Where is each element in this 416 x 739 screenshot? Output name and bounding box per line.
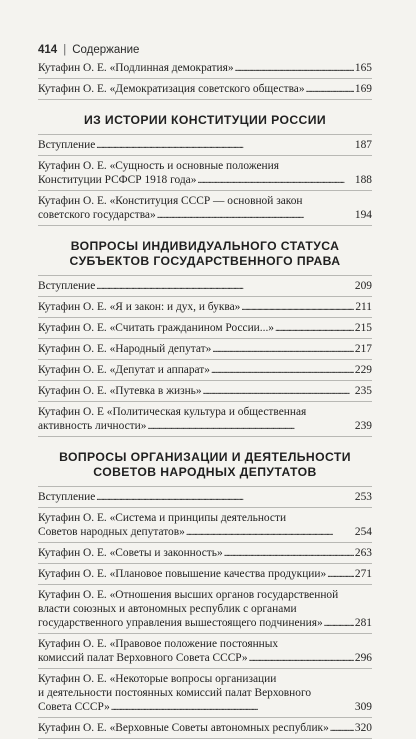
section-title-line: ВОПРОСЫ ОРГАНИЗАЦИИ И ДЕЯТЕЛЬНОСТИ	[59, 450, 351, 464]
section-title-line: ИЗ ИСТОРИИ КОНСТИТУЦИИ РОССИИ	[83, 113, 327, 127]
toc-entry-title: Кутафин О. Е. «Путевка в жизнь»	[38, 385, 202, 397]
dot-leader	[96, 279, 354, 294]
toc-entry-page-number: 169	[354, 83, 372, 95]
dot-leader	[249, 651, 354, 666]
toc-entry[interactable]	[38, 634, 372, 669]
toc-entry[interactable]	[38, 543, 372, 564]
toc-entry[interactable]	[38, 381, 372, 402]
toc-section-2	[38, 226, 372, 437]
toc-entry[interactable]	[38, 585, 372, 634]
toc-entry-text-line: Кутафин О. Е. «Конституция СССР — основной закон	[38, 195, 303, 207]
toc-entry-title: Кутафин О. Е. «Депутат и аппарат»	[38, 364, 210, 376]
toc-entry-title: советского государства»	[38, 209, 156, 221]
header-separator: |	[63, 44, 67, 56]
toc-entry[interactable]	[38, 191, 372, 226]
toc-entry-text-line: Кутафин О. Е. «Сущность и основные положения	[38, 160, 279, 172]
toc-entry-leader-line	[38, 721, 372, 736]
toc-entry-page-number: 271	[354, 568, 372, 580]
toc-entry-leader-line	[38, 82, 372, 97]
toc-entry-leader-line	[38, 567, 372, 582]
toc-entry-title: Вступление	[38, 491, 96, 503]
section-title	[38, 437, 372, 487]
toc-entry-title: Конституции РСФСР 1918 года»	[38, 174, 197, 186]
toc-entry-leader-line	[38, 300, 372, 315]
toc-entry-leader-line	[38, 363, 372, 378]
toc-entry-leader-line	[38, 208, 372, 223]
toc-entry-page-number: 254	[354, 526, 372, 538]
dot-leader	[306, 82, 354, 97]
toc-entry-text-line: Кутафин О. Е. «Система и принципы деятельности	[38, 512, 287, 524]
toc-entry-text-line: Кутафин О. Е «Политическая культура и общественная	[38, 406, 307, 418]
dot-leader	[212, 342, 354, 357]
toc-content	[38, 58, 372, 739]
toc-entry[interactable]	[38, 564, 372, 585]
toc-entry-title: активность личности»	[38, 420, 147, 432]
toc-entry-page-number: 188	[354, 174, 372, 186]
toc-entry-leader-line	[38, 384, 372, 399]
toc-entry-page-number: 309	[354, 701, 372, 713]
toc-entry[interactable]	[38, 402, 372, 437]
toc-entry-title: Кутафин О. Е. «Верховные Советы автономных республик»	[38, 722, 329, 734]
toc-entry-title: Вступление	[38, 280, 96, 292]
toc-group-0	[38, 58, 372, 100]
toc-entry-leader-line	[38, 616, 372, 631]
dot-leader	[203, 384, 354, 399]
toc-entry-page-number: 320	[354, 722, 372, 734]
section-title-line: СОВЕТОВ НАРОДНЫХ ДЕПУТАТОВ	[93, 465, 317, 479]
toc-entry-page-number: 187	[354, 139, 372, 151]
page-number: 414	[38, 44, 58, 56]
toc-entry[interactable]	[38, 58, 372, 79]
toc-entry-title: Кутафин О. Е. «Народный депутат»	[38, 343, 212, 355]
dot-leader	[275, 321, 354, 336]
section-title	[38, 100, 372, 135]
toc-entry-page-number: 239	[354, 420, 372, 432]
toc-entry-leader-line	[38, 525, 372, 540]
toc-entry-page-number: 215	[354, 322, 372, 334]
toc-entry[interactable]	[38, 156, 372, 191]
toc-entry-leader-line	[38, 490, 372, 505]
page-header	[38, 44, 139, 56]
toc-entry-leader-line	[38, 138, 372, 153]
toc-entry[interactable]	[38, 318, 372, 339]
toc-entry-page-number: 165	[354, 62, 372, 74]
dot-leader	[147, 419, 353, 434]
dot-leader	[330, 721, 354, 736]
dot-leader	[96, 138, 354, 153]
toc-entry-text-line: власти союзных и автономных республик с органами	[38, 603, 297, 615]
toc-entry-page-number: 263	[354, 547, 372, 559]
toc-entry-title: Кутафин О. Е. «Подлинная демократия»	[38, 62, 234, 74]
toc-entry-title: Совета СССР»	[38, 701, 110, 713]
section-title	[38, 226, 372, 276]
toc-entry[interactable]	[38, 669, 372, 718]
dot-leader	[157, 208, 354, 223]
toc-entry-title: Кутафин О. Е. «Я и закон: и дух, и буква»	[38, 301, 241, 313]
dot-leader	[211, 363, 354, 378]
toc-entry-page-number: 235	[354, 385, 372, 397]
running-title: Содержание	[72, 44, 140, 56]
toc-entry-page-number: 211	[355, 301, 372, 313]
toc-entry[interactable]	[38, 508, 372, 543]
toc-entry-title: комиссий палат Верховного Совета СССР»	[38, 652, 248, 664]
toc-entry-leader-line	[38, 279, 372, 294]
toc-entry-page-number: 209	[354, 280, 372, 292]
dot-leader	[235, 61, 354, 76]
toc-entry[interactable]	[38, 339, 372, 360]
toc-entry-page-number: 229	[354, 364, 372, 376]
toc-entry-text-line: Кутафин О. Е. «Отношения высших органов государственной	[38, 589, 339, 601]
dot-leader	[324, 616, 354, 631]
toc-entry-leader-line	[38, 651, 372, 666]
toc-entry-page-number: 217	[354, 343, 372, 355]
toc-entry-title: Кутафин О. Е. «Советы и законность»	[38, 547, 223, 559]
dot-leader	[241, 300, 354, 315]
dot-leader	[186, 525, 354, 540]
toc-entry[interactable]	[38, 135, 372, 156]
toc-entry[interactable]	[38, 79, 372, 100]
toc-entry-title: Вступление	[38, 139, 96, 151]
toc-entry-leader-line	[38, 321, 372, 336]
toc-entry-title: Кутафин О. Е. «Демократизация советского общества»	[38, 83, 305, 95]
dot-leader	[96, 490, 354, 505]
dot-leader	[111, 700, 354, 715]
toc-entry-text-line: Кутафин О. Е. «Правовое положение постоянных	[38, 638, 279, 650]
dot-leader	[197, 173, 354, 188]
toc-entry-leader-line	[38, 419, 372, 434]
section-title-line: ВОПРОСЫ ИНДИВИДУАЛЬНОГО СТАТУСА	[70, 239, 340, 253]
toc-entry-text-line: Кутафин О. Е. «Некоторые вопросы организации	[38, 673, 277, 685]
toc-entry-leader-line	[38, 173, 372, 188]
toc-entry-leader-line	[38, 342, 372, 357]
toc-entry-title: Советов народных депутатов»	[38, 526, 185, 538]
toc-entry[interactable]	[38, 487, 372, 508]
toc-entry-title: Кутафин О. Е. «Плановое повышение качества продукции»	[38, 568, 327, 580]
toc-entry[interactable]	[38, 360, 372, 381]
toc-entry-leader-line	[38, 700, 372, 715]
dot-leader	[327, 567, 354, 582]
toc-entry[interactable]	[38, 297, 372, 318]
toc-entry-page-number: 194	[354, 209, 372, 221]
toc-entry-page-number: 281	[354, 617, 372, 629]
dot-leader	[224, 546, 354, 561]
section-title-line: СУБЪЕКТОВ ГОСУДАРСТВЕННОГО ПРАВА	[69, 254, 341, 268]
toc-entry-text-line: и деятельности постоянных комиссий палат Верховного	[38, 687, 312, 699]
toc-entry-title: государственного управления вышестоящего подчинения»	[38, 617, 323, 629]
toc-section-1	[38, 100, 372, 226]
toc-entry[interactable]	[38, 718, 372, 739]
toc-entry[interactable]	[38, 276, 372, 297]
toc-section-3	[38, 437, 372, 739]
toc-entry-leader-line	[38, 546, 372, 561]
toc-entry-page-number: 296	[354, 652, 372, 664]
toc-entry-leader-line	[38, 61, 372, 76]
toc-entry-page-number: 253	[354, 491, 372, 503]
toc-entry-title: Кутафин О. Е. «Считать гражданином России...»	[38, 322, 275, 334]
